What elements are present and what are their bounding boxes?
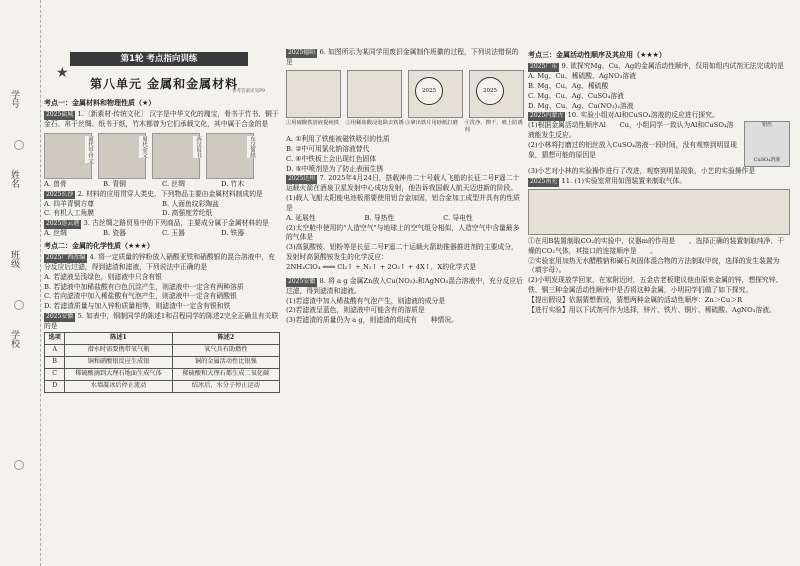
- options: [44, 200, 280, 220]
- option: D. 若滤渣质量与加入锌粉质量相等，则滤渣中一定含有银和铁: [44, 302, 231, 311]
- question-text: 10. 实验小组对Al和CuSO₄溶液的反应进行探究。: [567, 111, 719, 120]
- process-step: [469, 70, 524, 118]
- table-header: 陈述1: [65, 332, 172, 344]
- artifact-image: [152, 133, 200, 179]
- process-steps: [286, 120, 524, 135]
- artifact-image: [206, 133, 254, 179]
- source-tag: 2025达州: [288, 175, 316, 183]
- process-step: [347, 70, 402, 118]
- sub-question: (1)载人飞船太阳能电池板需要使用铝合金加固，铝合金加工成型并具有的性质是: [286, 194, 520, 212]
- sub-question: (2)小林将打磨过的铝丝放入CuSO₄溶液一段时间，没有观察到明显现象，猜想可能的原因是: [528, 140, 737, 159]
- binding-hole: [14, 300, 24, 310]
- question-text: 1.〔新素材·传统文化〕 汉字是中华文化的瑰宝，骨书于竹书、铜于金石、帛于丝绸、纸书于纸，竹木都曾为它们承载文化，其中属于合金的是: [44, 110, 279, 128]
- source-tag: 2025安徽: [46, 313, 74, 321]
- source-tag: 2025德阳: [288, 49, 316, 56]
- table-cell: 氧气具有助燃性: [172, 344, 279, 356]
- table-row: [45, 368, 280, 380]
- question-9: [528, 62, 790, 72]
- process-diagram: [286, 70, 524, 118]
- image-caption: 周代金文: [141, 135, 147, 158]
- options: [44, 229, 280, 239]
- sub-question: 【进行实验】用以下试剂可作为选择，锌片、铁片、铜片、稀硫酸、AgNO₃溶液。: [528, 305, 776, 314]
- gas-apparatus-diagram: [528, 189, 790, 235]
- answer-reference: 参考答案详见P9: [232, 89, 265, 94]
- test-tube-diagram: [744, 121, 790, 167]
- question-11: [528, 177, 790, 187]
- sub-question: (3)高氯酸铵、铝粉等是长征二号F遥二十运载火箭助推器推进剂的主要成分，发射时高氯酸铵发生的化学反应：: [286, 243, 518, 262]
- table-cell: D: [45, 380, 65, 392]
- question-text: 9. 欲探究Mg、Cu、Ag的金属活动性顺序，仅用如组内试剂无法完成的是: [561, 62, 784, 71]
- sub-question: ①在用B装置制取CO₂的实验中，仪器m的作用是 。选择正确的装置制取纯净、干燥的CO₂气体，其接口的连接顺序是 。: [528, 236, 785, 255]
- table-cell: 稀硫酸滴到大理石地面生成气体: [65, 368, 172, 380]
- image-caption: 西汉帛书: [195, 135, 201, 158]
- column-middle: [286, 48, 524, 326]
- section-heading: 考点三：金属活动性顺序及其应用（★★★）: [528, 51, 666, 59]
- options: [44, 180, 280, 190]
- table-cell: C: [45, 368, 65, 380]
- option: A. ①利用了铁能被磁铁吸引的性质: [286, 135, 390, 144]
- table-cell: 铜和硝酸银反应生成银: [65, 356, 172, 368]
- step-label: ③拿出铁片用砂纸打磨: [405, 119, 458, 126]
- option: B. 瓷器: [103, 229, 126, 238]
- option: B. 人面鱼纹彩陶盆: [162, 199, 219, 208]
- question-text: 3. 古丝绸之路贸易中的下列商品，主要成分属于金属材料的是: [83, 219, 269, 228]
- question-text: 4. 将一定质量的锌粉放入硝酸亚铁和硝酸银的混合溶液中，充分反应后过滤，得到滤渣和滤液，下列说法中正确的是: [44, 253, 275, 271]
- question-2: [44, 190, 280, 200]
- binding-hole: [14, 140, 24, 150]
- binding-label-id: 学号: [9, 90, 19, 108]
- question-text: 11. (1)实验室常用如图装置来制取气体。: [561, 177, 687, 186]
- table-row: [45, 356, 280, 368]
- artifact-images: [44, 133, 280, 177]
- section-heading: 考点一：金属材料和物理性质（★）: [44, 99, 156, 107]
- badge-year: 2025: [483, 87, 497, 94]
- option: C. 丝绸: [162, 179, 185, 188]
- option: C. 若向滤渣中加入稀盐酸有气泡产生，则滤液中一定含有硝酸银: [44, 292, 237, 301]
- table-cell: 铜的金属活动性比银强: [172, 356, 279, 368]
- table-row: [45, 344, 280, 356]
- q10-text: [528, 121, 740, 167]
- option: A. 四羊青铜方尊: [44, 199, 95, 208]
- source-tag: 2025南充: [530, 178, 558, 186]
- section-heading: 考点二：金属的化学性质（★★★）: [44, 241, 154, 250]
- table-header: 选项: [45, 332, 65, 344]
- sub-question: (2)若滤液呈蓝色，则滤液中可能含有的溶质是: [286, 306, 425, 315]
- question-8: [286, 277, 524, 297]
- sub-question: ②实验室用加热无水醋酸钠和碱石灰固体混合物的方法制取甲烷，选择的发生装置为 （填字母）。: [528, 256, 794, 275]
- option: D. 竹木: [221, 179, 245, 188]
- option: B. 青铜: [103, 179, 126, 188]
- option: A. 丝绸: [44, 229, 67, 238]
- column-left: [44, 96, 280, 393]
- question-7: [286, 174, 524, 194]
- option: C. 导电性: [443, 213, 473, 222]
- question-5: [44, 312, 280, 332]
- option: D. Mg、Cu、Ag、Cu(NO₃)₂溶液: [528, 101, 634, 110]
- source-tag: 2025安徽: [288, 277, 316, 285]
- binding-hole: [14, 460, 24, 470]
- option: C. 有机人工角膜: [44, 209, 95, 218]
- sub-question: (2)小明发现放学回家，在家附近时，五金店老板建议他由原来金属的锌，想探究锌、铁、铜三种金属活动性顺序中是否将这种金属，小明同学们做了如下探究。: [528, 276, 783, 295]
- option: A. 若滤液呈浅绿色，则滤液中只含有银: [44, 272, 162, 281]
- option: C. 玉器: [162, 229, 185, 238]
- table-cell: 稀硫酸和大理石都生成二氧化碳: [172, 368, 279, 380]
- option: D. 铁器: [221, 229, 245, 238]
- option: A. Mg、Cu、稀硫酸、AgNO₃溶液: [528, 71, 636, 80]
- question-4: [44, 253, 280, 273]
- question-text: 6. 如图所示为某同学用废旧金属制作班徽的过程，下列说法错误的是: [286, 48, 519, 66]
- option: C. ④中铁板上会出现红色固体: [286, 154, 377, 163]
- section-banner: 第1轮 考点指向训练: [70, 52, 248, 66]
- badge-circle: [476, 77, 504, 105]
- table-cell: 潜水时需要携带氧气瓶: [65, 344, 172, 356]
- unit-title: 第八单元 金属和金属材料: [90, 77, 239, 91]
- image-caption: 商代甲骨文: [87, 135, 93, 164]
- option: A. 兽骨: [44, 179, 67, 188]
- step-label: ②用稀盐酸浸泡除去铁锈: [345, 119, 404, 126]
- table-cell: 水墙凝冰后停止流动: [65, 380, 172, 392]
- source-tag: 2025连云港: [46, 220, 80, 228]
- binding-strip: [0, 0, 41, 566]
- option: B. Mg、Cu、Ag、稀硫酸: [528, 81, 609, 90]
- table-header: 陈述2: [172, 332, 279, 344]
- binding-label-name: 姓名: [9, 170, 19, 188]
- options: [286, 214, 524, 224]
- statement-table: [44, 332, 280, 393]
- badge-circle: [415, 77, 443, 105]
- source-tag: 2025内蒙古: [530, 112, 564, 120]
- option: C. Mg、Cu、Ag、CuSO₄溶液: [528, 91, 624, 100]
- process-step: [286, 70, 341, 118]
- sub-question: (1)根据金属活动性顺序Al Cu，小组同学一致认为Al和CuSO₄溶液能发生反应。: [528, 121, 734, 140]
- chemical-equation: 2NH₄ClO₄ ═══ Cl₂↑ + N₂↑ + 2O₂↑ + 4X↑，X的化学式是: [286, 263, 477, 271]
- source-tag: 2025广东: [530, 63, 558, 71]
- option: D. ⑤中喷剂是为了防止表面生锈: [286, 164, 384, 173]
- option: B. 导热性: [364, 213, 395, 222]
- question-text: 5. 如表中，钢制同学的陈述1和召程同学的陈述2完全正确且有关联的是: [44, 312, 279, 330]
- badge-year: 2025: [422, 87, 436, 94]
- star-icon: ★: [56, 65, 69, 81]
- source-tag: 2025长沙: [46, 190, 74, 198]
- table-cell: 结冰后，水分子停止运动: [172, 380, 279, 392]
- artifact-image: [44, 133, 92, 179]
- table-row: [45, 380, 280, 392]
- sub-question: (3)若滤渣的质量仍为 a g，则滤渣的组成有 种情况。: [286, 316, 458, 325]
- question-text: 8. 将 a g 金属Zn放入Cu(NO₃)₂和AgNO₃混合溶液中，充分反应后过滤，得到滤渣和滤液。: [286, 276, 523, 295]
- tube-label: CuSO₄溶液: [753, 156, 781, 163]
- question-text: 2. 材料的应用贯穿人类史，下列物品主要由金属材料制成的是: [77, 189, 263, 198]
- question-1: [44, 110, 280, 130]
- table-cell: A: [45, 344, 65, 356]
- step-label: ④洗净、擦干、喷上防锈剂: [464, 119, 523, 134]
- option: A. 延展性: [286, 213, 316, 222]
- tube-label: 铝丝: [761, 122, 772, 129]
- binding-label-school: 学校: [9, 330, 19, 348]
- sub-question: (2)太空舱中使用的"人造空气"与地球上的空气组分相似，人造空气中含量最多的气体是: [286, 223, 520, 242]
- sub-question: (1)若滤渣中加入稀盐酸有气泡产生，则滤液的成分是: [286, 296, 446, 305]
- source-tag: 2025广西改编: [46, 254, 86, 262]
- question-10: [528, 111, 790, 121]
- question-6: [286, 48, 524, 68]
- option: B. ②中可用氯化钠溶液替代: [286, 144, 370, 153]
- question-3: [44, 219, 280, 229]
- column-right: [528, 48, 794, 316]
- source-tag: 2025盐城: [46, 111, 74, 119]
- table-header-row: [45, 332, 280, 344]
- sub-question: (3)小艺对小林的实验操作进行了改进，观察到明显现象，小艺的实验操作是: [528, 167, 756, 176]
- table-cell: B: [45, 356, 65, 368]
- process-step: [408, 70, 463, 118]
- image-caption: 东汉简牍: [249, 135, 255, 158]
- question-text: 7. 2025年4月24日，搭载神舟二十号载人飞船的长征二号F遥二十运载火箭在酒泉卫星发射中心成功发射，他告诉我国载人航天迈进新的阶段。: [286, 174, 520, 193]
- sub-question: 【提出假设】依据猜想假设，猜想两种金属的活动性顺序：Zn＞Cu＞R: [528, 295, 743, 304]
- option: D. 高强度芳纶纸: [162, 209, 213, 218]
- option: B. 若滤液中加稀盐酸有白色沉淀产生，则滤液中一定含有两种溶质: [44, 282, 244, 291]
- binding-label-class: 班级: [9, 250, 19, 268]
- step-label: ①用硫酸铁溶液提纯铁: [286, 119, 339, 126]
- q10-body: [528, 121, 790, 167]
- artifact-image: [98, 133, 146, 179]
